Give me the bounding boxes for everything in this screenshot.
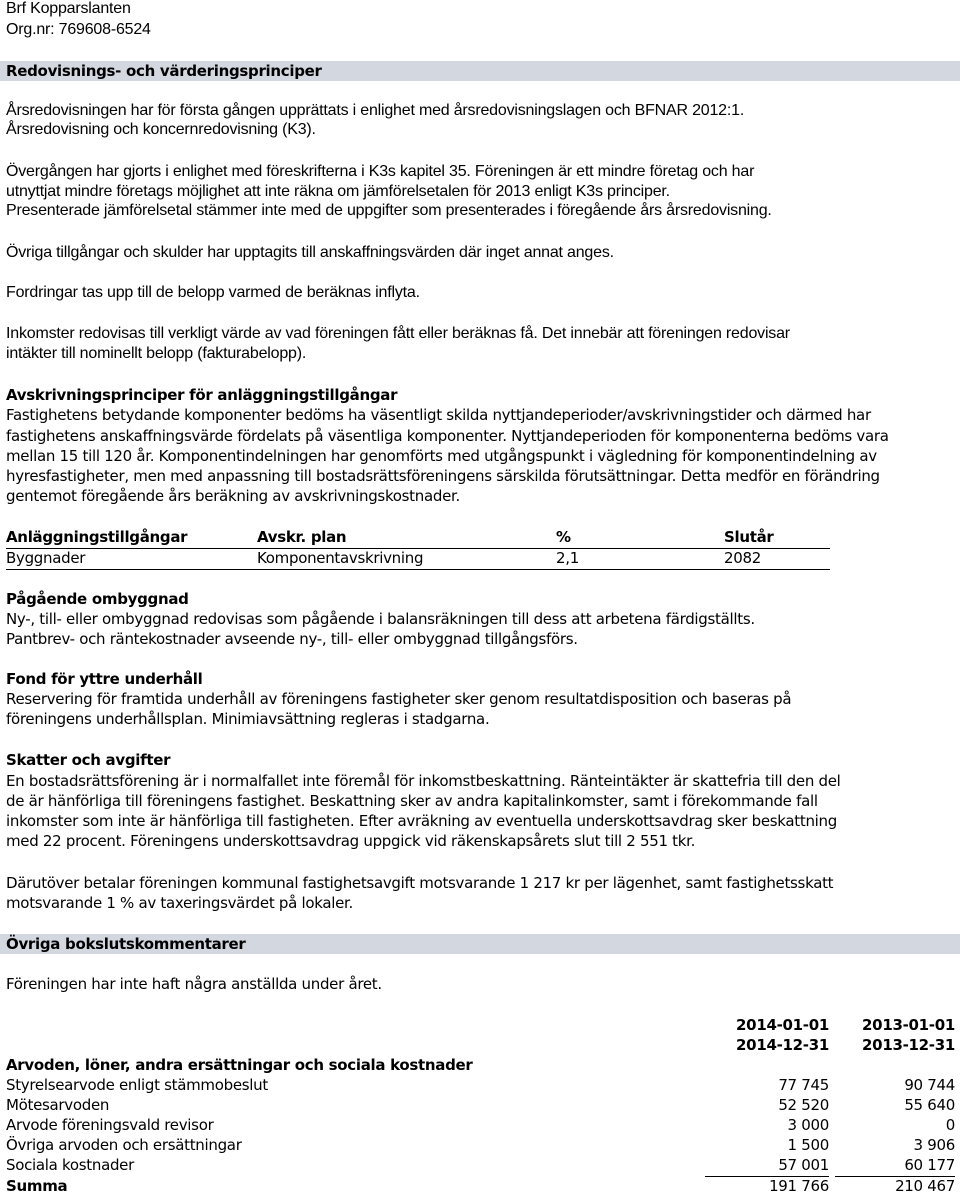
taxes-text: motsvarande 1 % av taxeringsvärdet på lokaler.	[6, 894, 353, 912]
ongoing-heading: Pågående ombyggnad	[6, 590, 189, 608]
principles-text: Fordringar tas upp till de belopp varmed de beräknas inflyta.	[6, 284, 420, 301]
period-2014-to: 2014-12-31	[736, 1036, 829, 1054]
principles-text: intäkter till nominellt belopp (fakturabelopp).	[6, 345, 307, 362]
org-name: Brf Kopparslanten	[6, 0, 131, 17]
fees-row-2013: 60 177	[904, 1156, 955, 1174]
principles-text: Presenterade jämförelsetal stämmer inte med de uppgifter som presenterades i föregående års årsredovisning.	[6, 202, 772, 219]
section-heading-other: Övriga bokslutskommentarer	[6, 935, 246, 953]
fees-row-label: Sociala kostnader	[6, 1156, 134, 1174]
fund-heading: Fond för yttre underhåll	[6, 670, 203, 688]
section-heading-principles: Redovisnings- och värderingsprinciper	[6, 62, 322, 80]
taxes-text: En bostadsrättsförening är i normalfallet inte föremål för inkomstbeskattning. Ränteintäkter är skattefria till den del	[6, 772, 841, 790]
fees-total-2014: 191 766	[769, 1177, 829, 1195]
depreciation-text: Fastighetens betydande komponenter bedöms ha väsentligt skilda nyttjandeperioder/avskrivningstider och därmed har	[6, 406, 871, 424]
asset-table-header: %	[556, 528, 571, 546]
depreciation-heading: Avskrivningsprinciper för anläggningstillgångar	[6, 386, 398, 404]
taxes-text: de är hänförliga till föreningens fastighet. Beskattning sker av andra kapitalinkomster, samt i förekommande fall	[6, 792, 818, 810]
fees-row-2013: 90 744	[904, 1076, 955, 1094]
period-2014-from: 2014-01-01	[736, 1016, 829, 1034]
asset-table-cell: 2082	[724, 549, 761, 567]
fees-total-2013: 210 467	[895, 1177, 955, 1195]
fund-text: Reservering för framtida underhåll av föreningens fastigheter sker genom resultatdisposition och baseras på	[6, 690, 792, 708]
principles-text: Årsredovisningen har för första gången upprättats i enlighet med årsredovisningslagen och BFNAR 2012:1.	[6, 102, 745, 119]
fees-row-2014: 77 745	[778, 1076, 829, 1094]
fees-row-2014: 57 001	[778, 1156, 829, 1174]
table-rule	[6, 569, 830, 570]
fees-row-2014: 1 500	[787, 1136, 829, 1154]
asset-table-header: Slutår	[724, 528, 774, 546]
depreciation-text: fastighetens anskaffningsvärde fördelats på väsentliga komponenter. Nyttjandeperioden för komponenterna bedöms vara	[6, 427, 889, 445]
fees-row-label: Mötesarvoden	[6, 1096, 110, 1114]
period-2013-from: 2013-01-01	[862, 1016, 955, 1034]
asset-table-header: Avskr. plan	[257, 528, 347, 546]
asset-table-cell: Byggnader	[6, 549, 86, 567]
fees-heading: Arvoden, löner, andra ersättningar och sociala kostnader	[6, 1056, 473, 1074]
asset-table-cell: Komponentavskrivning	[257, 549, 424, 567]
fees-row-2014: 52 520	[778, 1096, 829, 1114]
asset-table-cell: 2,1	[556, 549, 579, 567]
fees-row-2014: 3 000	[787, 1116, 829, 1134]
taxes-text: Därutöver betalar föreningen kommunal fastighetsavgift motsvarande 1 217 kr per lägenhet, samt fastighetsskatt	[6, 874, 834, 892]
taxes-text: med 22 procent. Föreningens underskottsavdrag uppgick vid räkenskapsårets slut till 2 551 tkr.	[6, 832, 696, 850]
fund-text: föreningens underhållsplan. Minimiavsättning regleras i stadgarna.	[6, 710, 490, 728]
other-text: Föreningen har inte haft några anställda under året.	[6, 975, 382, 993]
taxes-heading: Skatter och avgifter	[6, 751, 171, 769]
asset-table-header: Anläggningstillgångar	[6, 528, 188, 546]
fees-row-label: Övriga arvoden och ersättningar	[6, 1136, 242, 1154]
fees-row-label: Styrelsearvode enligt stämmobeslut	[6, 1076, 268, 1094]
principles-text: Inkomster redovisas till verkligt värde av vad föreningen fått eller beräknas få. Det innebär att föreningen redovisar	[6, 325, 790, 342]
org-number: Org.nr: 769608-6524	[6, 21, 151, 38]
taxes-text: inkomster som inte är hänförliga till fastigheten. Efter avräkning av eventuella underskottsavdrag sker beskattning	[6, 812, 837, 830]
depreciation-text: gentemot föregående års beräkning av avskrivningskostnader.	[6, 487, 460, 505]
fees-row-2013: 3 906	[913, 1136, 955, 1154]
principles-text: Övriga tillgångar och skulder har upptagits till anskaffningsvärden där inget annat anges.	[6, 244, 614, 261]
depreciation-text: mellan 15 till 120 år. Komponentindelningen har genomförts med utgångspunkt i vägledning för komponentindelning av	[6, 447, 877, 465]
ongoing-text: Pantbrev- och räntekostnader avseende ny-, till- eller ombyggnad tillgångsförs.	[6, 630, 578, 648]
fees-total-label: Summa	[6, 1177, 68, 1195]
fees-row-label: Arvode föreningsvald revisor	[6, 1116, 214, 1134]
principles-text: utnyttjat mindre företags möjlighet att inte räkna om jämförelsetalen för 2013 enligt K3s principer.	[6, 183, 670, 200]
period-2013-to: 2013-12-31	[862, 1036, 955, 1054]
principles-text: Övergången har gjorts i enlighet med föreskrifterna i K3s kapitel 35. Föreningen är ett mindre företag och har	[6, 163, 755, 180]
ongoing-text: Ny-, till- eller ombyggnad redovisas som pågående i balansräkningen till dess att arbetena färdigställts.	[6, 610, 755, 628]
principles-text: Årsredovisning och koncernredovisning (K3).	[6, 121, 316, 138]
fees-row-2013: 55 640	[904, 1096, 955, 1114]
fees-row-2013: 0	[945, 1116, 955, 1134]
depreciation-text: hyresfastigheter, men med anpassning till bostadsrättsföreningens särskilda förutsättningar. Detta medför en förändring	[6, 467, 880, 485]
